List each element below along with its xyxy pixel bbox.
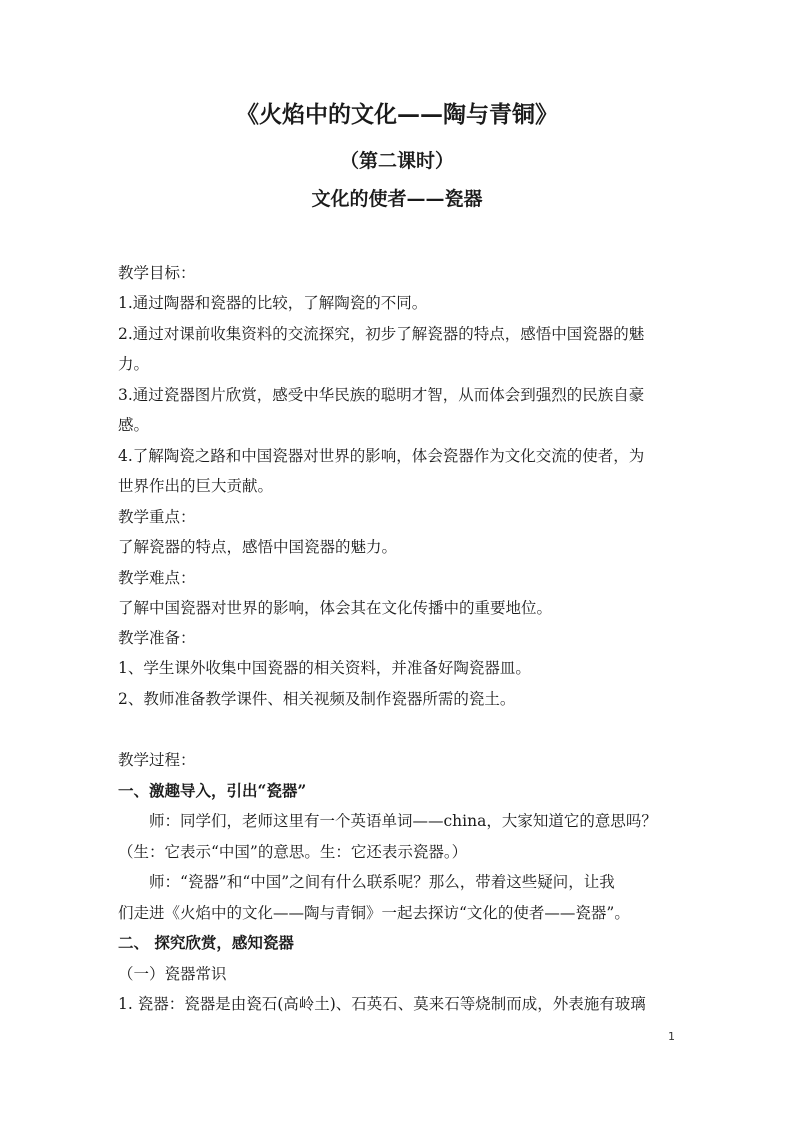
paragraph-line: （生：它表示“中国”的意思。生：它还表示瓷器。）: [118, 843, 468, 861]
objective-line: 世界作出的巨大贡献。: [118, 477, 274, 495]
objective-line: 1.通过陶器和瓷器的比较，了解陶瓷的不同。: [118, 294, 428, 312]
section-heading: 一、激趣导入，引出“瓷器”: [118, 781, 307, 800]
section-heading: 二、 探究欣赏，感知瓷器: [118, 933, 294, 952]
key-points-heading: 教学重点：: [118, 508, 196, 526]
difficulties-text: 了解中国瓷器对世界的影响，体会其在文化传播中的重要地位。: [118, 599, 553, 617]
document-title: 《火焰中的文化——陶与青铜》: [236, 101, 558, 128]
paragraph-line: 1. 瓷器：瓷器是由瓷石(高岭土)、石英石、莫来石等烧制而成，外表施有玻璃: [118, 995, 646, 1013]
preparation-item: 1、学生课外收集中国瓷器的相关资料，并准备好陶瓷器皿。: [118, 659, 531, 677]
preparation-heading: 教学准备：: [118, 629, 196, 647]
page-number: 1: [668, 1030, 675, 1043]
objective-line: 力。: [118, 355, 150, 373]
objective-line: 3.通过瓷器图片欣赏，感受中华民族的聪明才智，从而体会到强烈的民族自豪: [118, 386, 645, 404]
lesson-number: （第二课时）: [339, 150, 454, 172]
objective-line: 感。: [118, 416, 150, 434]
paragraph-line: 师：“瓷器”和“中国”之间有什么联系呢？那么，带着这些疑问，让我: [149, 873, 615, 891]
subsection-heading: （一）瓷器常识: [118, 965, 227, 983]
objectives-heading: 教学目标：: [118, 264, 196, 282]
paragraph-line: 师：同学们，老师这里有一个英语单词——china，大家知道它的意思吗？: [149, 812, 657, 830]
process-heading: 教学过程：: [118, 751, 196, 769]
document-subtitle: 文化的使者——瓷器: [311, 188, 483, 210]
preparation-item: 2、教师准备教学课件、相关视频及制作瓷器所需的瓷土。: [118, 690, 516, 708]
difficulties-heading: 教学难点：: [118, 569, 196, 587]
paragraph-line: 们走进《火焰中的文化——陶与青铜》一起去探访“文化的使者——瓷器”。: [118, 904, 630, 922]
objective-line: 4.了解陶瓷之路和中国瓷器对世界的影响，体会瓷器作为文化交流的使者，为: [118, 447, 645, 465]
objective-line: 2.通过对课前收集资料的交流探究，初步了解瓷器的特点，感悟中国瓷器的魅: [118, 325, 645, 343]
key-points-text: 了解瓷器的特点，感悟中国瓷器的魅力。: [118, 538, 398, 556]
